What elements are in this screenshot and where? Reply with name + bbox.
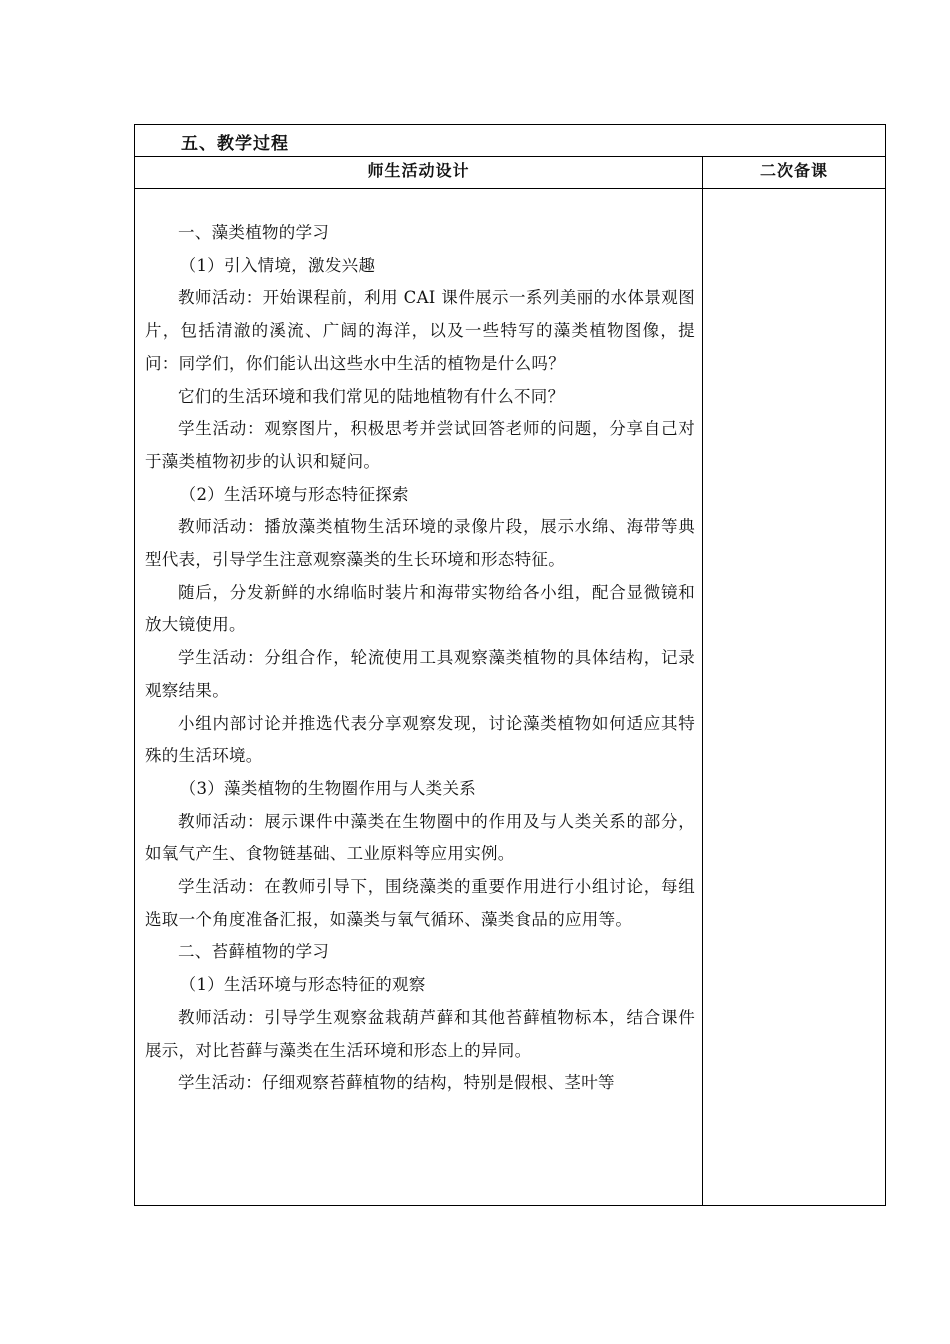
section-title-row	[135, 125, 885, 157]
paragraph: 学生活动：在教师引导下，围绕藻类的重要作用进行小组讨论，每组选取一个角度准备汇报，如藻类与氧气循环、藻类食品的应用等。	[145, 877, 695, 929]
paragraph: 它们的生活环境和我们常见的陆地植物有什么不同？	[178, 386, 565, 406]
paragraph: 随后，分发新鲜的水绵临时装片和海带实物给各小组，配合显微镜和放大镜使用。	[145, 582, 695, 635]
header-activity-design: 师生活动设计	[367, 161, 470, 180]
column-divider	[702, 157, 703, 1205]
heading-moss: 二、苔藓植物的学习	[178, 942, 330, 962]
paragraph: 教师活动：播放藻类植物生活环境的录像片段，展示水绵、海带等典型代表，引导学生注意观察藻类的生长环境和形态特征。	[145, 517, 695, 570]
header-row	[135, 157, 885, 189]
paragraph: 教师活动：展示课件中藻类在生物圈中的作用及与人类关系的部分，如氧气产生、食物链基础、工业原料等应用实例。	[145, 811, 695, 864]
paragraph: 教师活动：引导学生观察盆栽葫芦藓和其他苔藓植物标本，结合课件展示，对比苔藓与藻类在生活环境和形态上的异同。	[145, 1007, 695, 1060]
subheading-environment: （2）生活环境与形态特征探索	[179, 484, 409, 504]
paragraph: 学生活动：仔细观察苔藓植物的结构，特别是假根、茎叶等	[178, 1073, 615, 1093]
subheading-intro: （1）引入情境，激发兴趣	[179, 255, 376, 275]
section-title: 五、教学过程	[181, 134, 289, 154]
subheading-biosphere: （3）藻类植物的生物圈作用与人类关系	[179, 778, 477, 798]
heading-algae: 一、藻类植物的学习	[178, 223, 330, 242]
paragraph: 小组内部讨论并推选代表分享观察发现，讨论藻类植物如何适应其特殊的生活环境。	[145, 713, 695, 766]
lesson-plan-table	[134, 124, 886, 1206]
paragraph: 教师活动：开始课程前，利用 CAI 课件展示一系列美丽的水体景观图片，包括清澈的溪流、广阔的海洋，以及一些特写的藻类植物图像，提问：同学们，你们能认出这些水中生活的植物是什么吗？	[145, 288, 695, 373]
activity-content-cell	[145, 217, 695, 1207]
paragraph: 学生活动：分组合作，轮流使用工具观察藻类植物的具体结构，记录观察结果。	[145, 648, 695, 700]
paragraph: 学生活动：观察图片，积极思考并尝试回答老师的问题，分享自己对于藻类植物初步的认识和疑问。	[145, 419, 695, 471]
header-second-preparation: 二次备课	[759, 161, 828, 180]
subheading-moss-observation: （1）生活环境与形态特征的观察	[179, 975, 426, 995]
